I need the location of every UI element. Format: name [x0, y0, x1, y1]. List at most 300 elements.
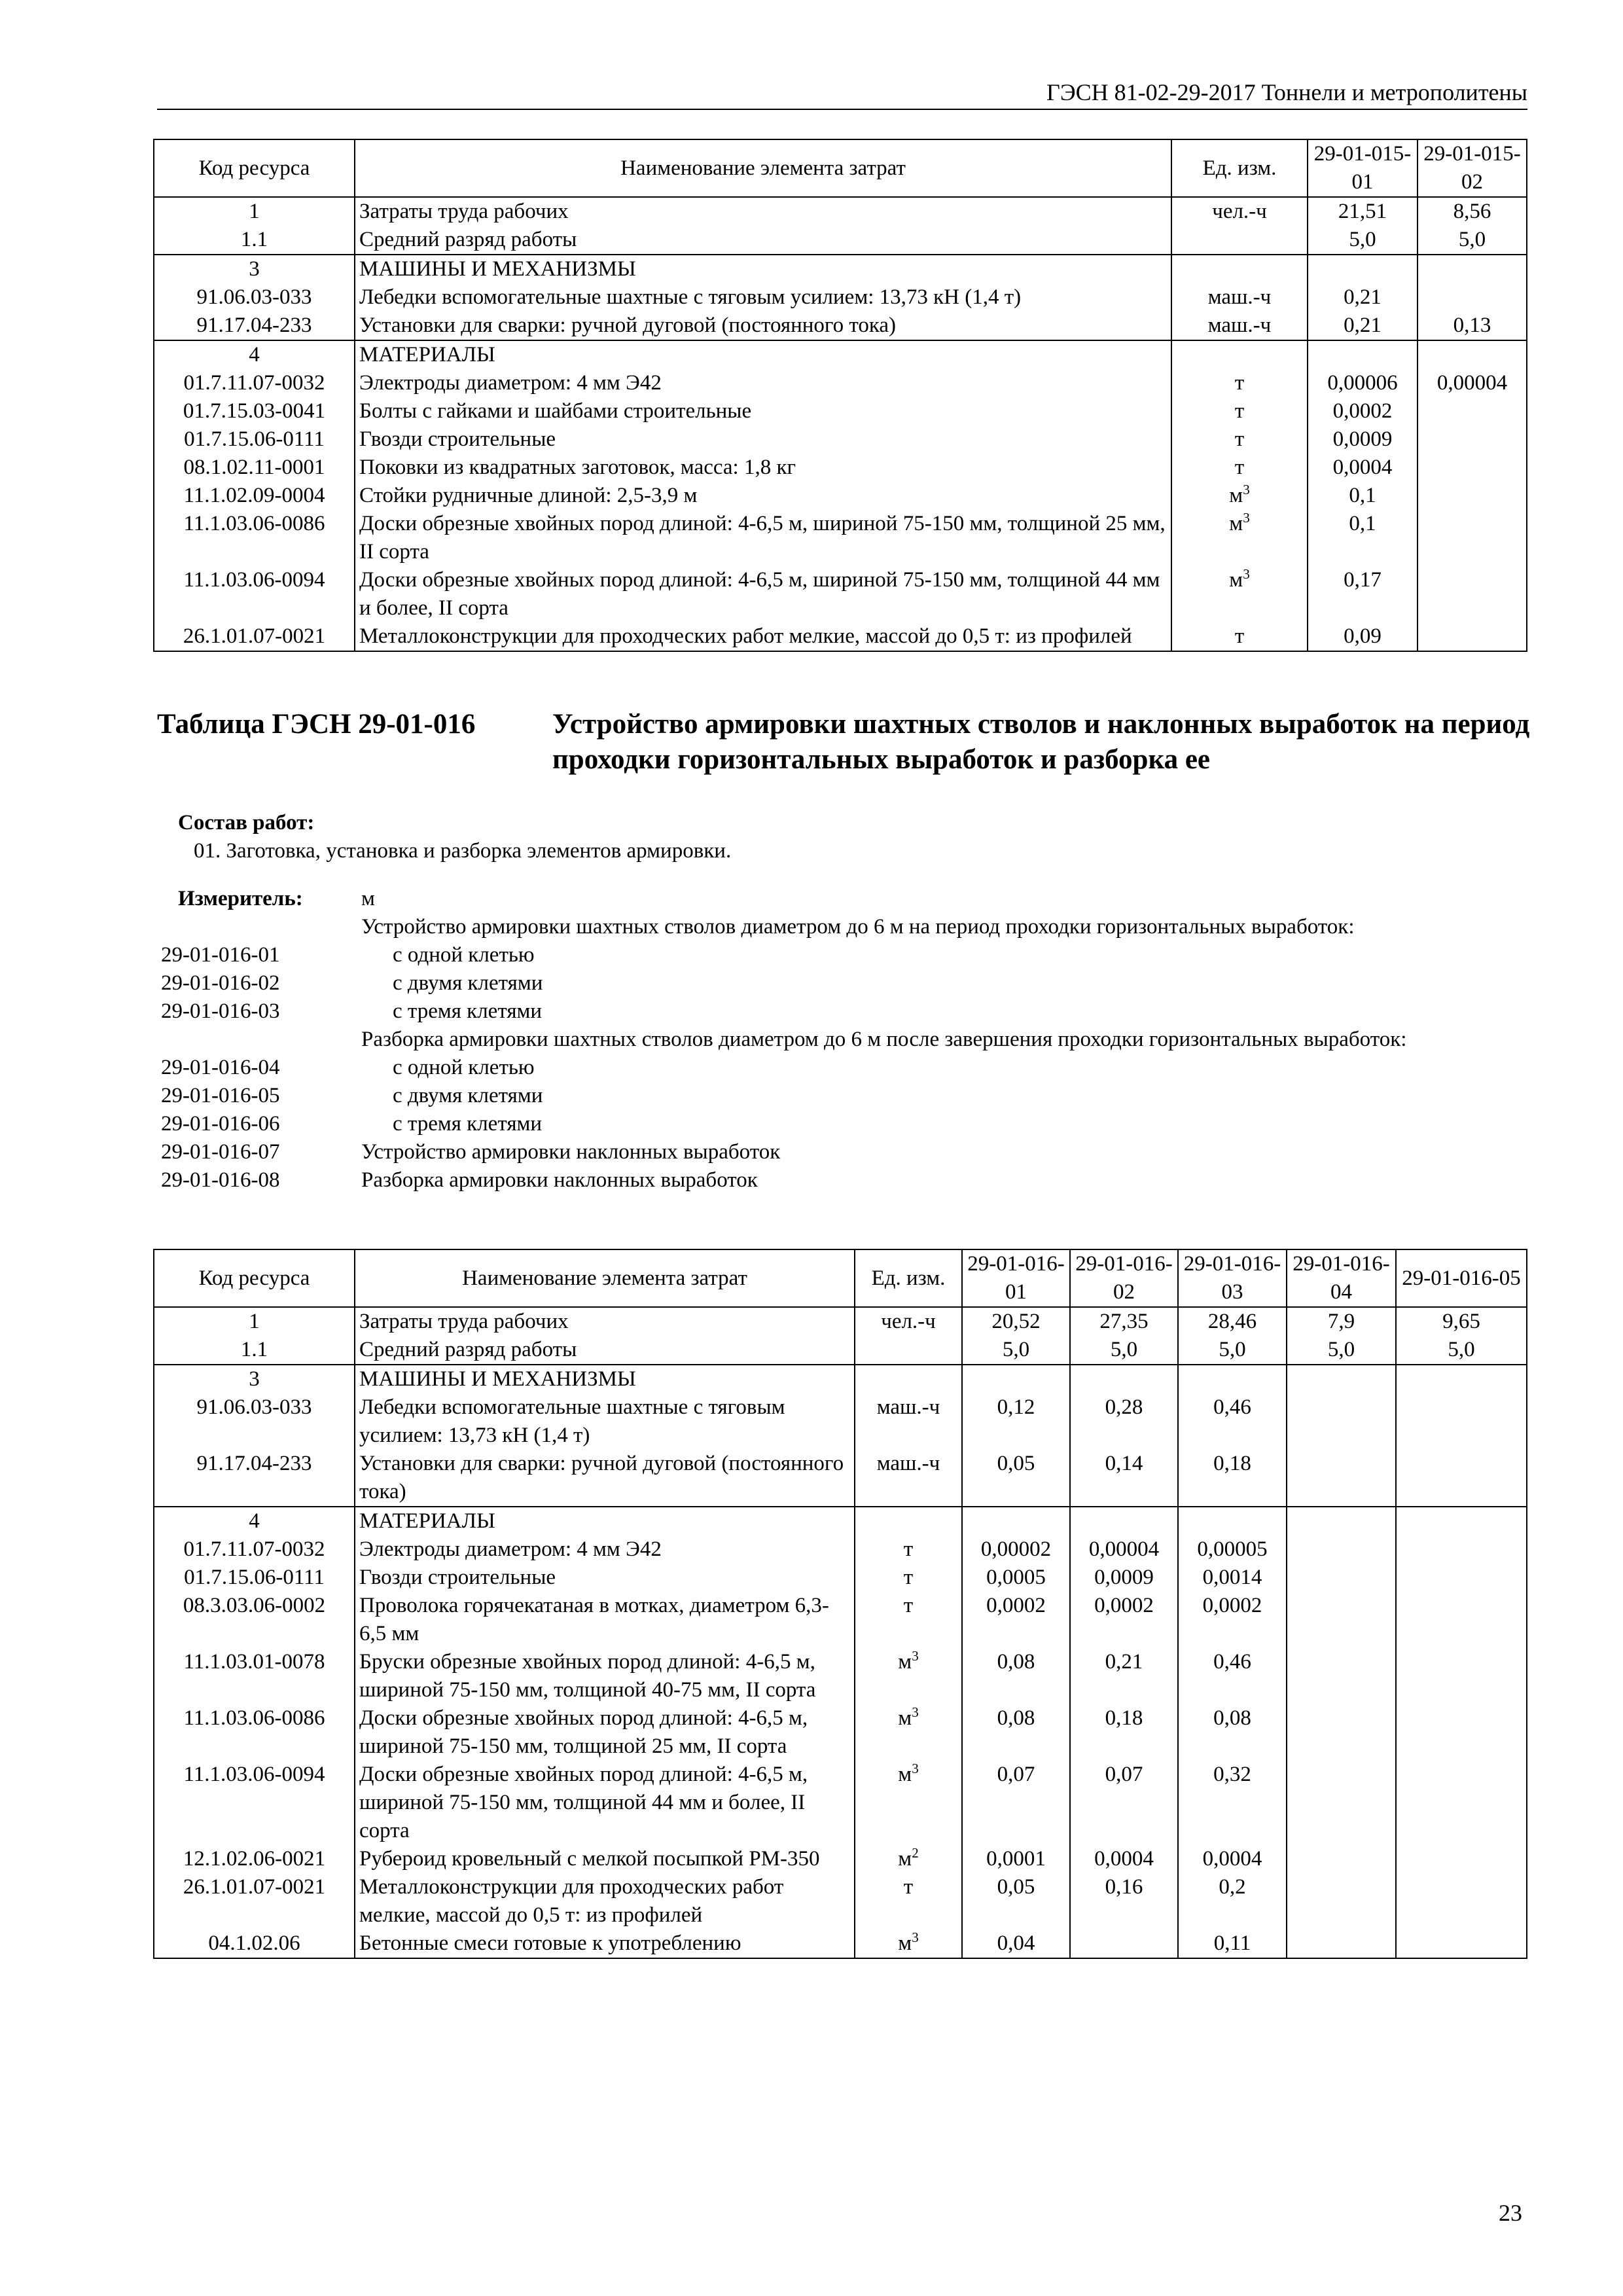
- unit-text: т: [903, 1566, 914, 1589]
- table-row: [154, 1535, 1527, 1564]
- header-col: 29-01-016-03: [1178, 1249, 1287, 1307]
- resource-value: 21,51: [1308, 197, 1418, 226]
- resource-unit: [855, 1336, 962, 1365]
- unit-text: маш.-ч: [876, 1452, 940, 1475]
- resource-value: 0,0004: [1070, 1845, 1178, 1873]
- table-row: [154, 312, 1527, 340]
- resource-value: 0,0001: [962, 1845, 1070, 1873]
- resource-unit: [1171, 255, 1308, 283]
- resource-value: 0,00005: [1178, 1535, 1287, 1564]
- table-row: [154, 283, 1527, 312]
- resource-code: 08.1.02.11-0001: [154, 454, 355, 482]
- table-row: [154, 482, 1527, 510]
- unit-text: т: [1234, 456, 1245, 479]
- resource-unit: [1171, 369, 1308, 397]
- resource-value: [1178, 1365, 1287, 1393]
- resource-unit: [855, 1564, 962, 1592]
- resource-name: МАШИНЫ И МЕХАНИЗМЫ: [355, 255, 1171, 283]
- resource-unit: [1171, 510, 1308, 566]
- unit-exponent: 3: [912, 1929, 919, 1945]
- resource-name: Металлоконструкции для проходческих работ мелкие, массой до 0,5 т: из профилей: [355, 622, 1171, 651]
- resource-value: 27,35: [1070, 1307, 1178, 1336]
- resource-value: 0,07: [1070, 1761, 1178, 1845]
- resource-value: [1418, 255, 1527, 283]
- item-text: с двумя клетями: [393, 1084, 543, 1107]
- unit-text: м: [898, 1650, 912, 1674]
- resource-name: Доски обрезные хвойных пород длиной: 4-6,5 м, шириной 75-150 мм, толщиной 44 мм и более, II сорта: [355, 1761, 855, 1845]
- header-code: Код ресурса: [154, 1249, 355, 1307]
- resource-code: 4: [154, 340, 355, 369]
- resource-value: 0,0014: [1178, 1564, 1287, 1592]
- table-row: [154, 1393, 1527, 1450]
- header-col: 29-01-016-05: [1396, 1249, 1527, 1307]
- resource-value: 0,18: [1178, 1450, 1287, 1507]
- resource-value: 8,56: [1418, 197, 1527, 226]
- resource-value: 0,0002: [962, 1592, 1070, 1648]
- resource-value: 0,16: [1070, 1873, 1178, 1929]
- resource-value: [1070, 1365, 1178, 1393]
- resource-value: 5,0: [1308, 226, 1418, 255]
- resource-value: 0,04: [962, 1929, 1070, 1958]
- resource-value: 0,08: [962, 1704, 1070, 1761]
- resource-unit: [1171, 454, 1308, 482]
- resource-unit: [855, 1929, 962, 1958]
- resource-name: Средний разряд работы: [355, 226, 1171, 255]
- resource-value: 0,0002: [1308, 397, 1418, 425]
- resource-code: 91.17.04-233: [154, 312, 355, 340]
- resource-code: 12.1.02.06-0021: [154, 1845, 355, 1873]
- resource-value: 0,21: [1308, 283, 1418, 312]
- unit-text: т: [903, 1594, 914, 1617]
- resource-value: 0,18: [1070, 1704, 1178, 1761]
- table-row: [154, 622, 1527, 651]
- resource-value: [1396, 1564, 1527, 1592]
- resource-value: 0,13: [1418, 312, 1527, 340]
- resource-name: Затраты труда рабочих: [355, 197, 1171, 226]
- table-row: [154, 226, 1527, 255]
- unit-text: м: [1229, 512, 1243, 535]
- resource-value: 0,32: [1178, 1761, 1287, 1845]
- measure-item: [161, 1166, 1535, 1194]
- resource-name: Доски обрезные хвойных пород длиной: 4-6,5 м, шириной 75-150 мм, толщиной 25 мм, II сорта: [355, 510, 1171, 566]
- resource-value: [1418, 425, 1527, 454]
- measure-label: Измеритель:: [178, 887, 303, 910]
- item-code: 29-01-016-01: [161, 943, 280, 967]
- table-row: [154, 197, 1527, 226]
- resource-name: Стойки рудничные длиной: 2,5-3,9 м: [355, 482, 1171, 510]
- resource-value: [1396, 1761, 1527, 1845]
- unit-text: т: [1234, 399, 1245, 423]
- resource-name: Доски обрезные хвойных пород длиной: 4-6,5 м, шириной 75-150 мм, толщиной 25 мм, II сорта: [355, 1704, 855, 1761]
- resource-value: [1287, 1365, 1396, 1393]
- unit-exponent: 3: [1243, 510, 1250, 526]
- resource-name: Затраты труда рабочих: [355, 1307, 855, 1336]
- header-col: 29-01-016-01: [962, 1249, 1070, 1307]
- item-text: Разборка армировки наклонных выработок: [361, 1168, 758, 1192]
- measure-unit: м: [361, 887, 375, 910]
- resource-value: [1418, 397, 1527, 425]
- resource-value: 0,0004: [1178, 1845, 1287, 1873]
- resource-name: Бруски обрезные хвойных пород длиной: 4-6,5 м, шириной 75-150 мм, толщиной 40-75 мм, II сорта: [355, 1648, 855, 1704]
- table-row: [154, 1929, 1527, 1958]
- table-row: [154, 1450, 1527, 1507]
- unit-exponent: 3: [1243, 482, 1250, 497]
- resource-value: [1396, 1704, 1527, 1761]
- resource-value: 0,1: [1308, 510, 1418, 566]
- resource-unit: [855, 1592, 962, 1648]
- measure-item: [161, 1082, 1535, 1110]
- resource-code: 01.7.15.06-0111: [154, 425, 355, 454]
- resource-name: Электроды диаметром: 4 мм Э42: [355, 369, 1171, 397]
- resource-code: 11.1.03.06-0094: [154, 1761, 355, 1845]
- resource-value: [1178, 1507, 1287, 1535]
- unit-text: чел.-ч: [881, 1310, 936, 1333]
- resource-code: 3: [154, 255, 355, 283]
- resource-unit: [855, 1393, 962, 1450]
- page-header: [157, 73, 1527, 110]
- resource-name: МАШИНЫ И МЕХАНИЗМЫ: [355, 1365, 855, 1393]
- resource-value: 0,46: [1178, 1393, 1287, 1450]
- unit-exponent: 3: [1243, 566, 1250, 582]
- resource-value: 0,0002: [1070, 1592, 1178, 1648]
- table-title: Устройство армировки шахтных стволов и наклонных выработок на период проходки горизонтальных выработок и разборка ее: [552, 709, 1530, 775]
- resource-unit: [855, 1365, 962, 1393]
- resource-name: Установки для сварки: ручной дуговой (постоянного тока): [355, 312, 1171, 340]
- resource-unit: [1171, 312, 1308, 340]
- table-row: [154, 454, 1527, 482]
- measure-items: [161, 913, 1535, 1194]
- resource-value: 7,9: [1287, 1307, 1396, 1336]
- resource-value: [1396, 1365, 1527, 1393]
- resource-code: 11.1.03.01-0078: [154, 1648, 355, 1704]
- unit-text: т: [903, 1875, 914, 1899]
- resource-code: 11.1.03.06-0086: [154, 1704, 355, 1761]
- resource-code: 04.1.02.06: [154, 1929, 355, 1958]
- item-code: 29-01-016-06: [161, 1112, 280, 1136]
- resource-value: 0,14: [1070, 1450, 1178, 1507]
- table-row: [154, 1365, 1527, 1393]
- table-row: [154, 397, 1527, 425]
- resource-code: 91.17.04-233: [154, 1450, 355, 1507]
- resource-code: 26.1.01.07-0021: [154, 622, 355, 651]
- header-col: 29-01-015-01: [1308, 139, 1418, 197]
- resource-unit: [855, 1450, 962, 1507]
- unit-text: м: [1229, 484, 1243, 507]
- table-row: [154, 510, 1527, 566]
- unit-exponent: 3: [912, 1704, 919, 1720]
- resource-value: 28,46: [1178, 1307, 1287, 1336]
- resource-unit: [855, 1704, 962, 1761]
- item-text: с двумя клетями: [393, 971, 543, 995]
- resource-name: Средний разряд работы: [355, 1336, 855, 1365]
- unit-text: м: [898, 1763, 912, 1786]
- resource-value: 0,08: [1178, 1704, 1287, 1761]
- table-row: [154, 340, 1527, 369]
- resource-value: 0,2: [1178, 1873, 1287, 1929]
- item-text: с одной клетью: [393, 943, 535, 967]
- resource-code: 08.3.03.06-0002: [154, 1592, 355, 1648]
- resource-value: [1418, 454, 1527, 482]
- table-row: [154, 1592, 1527, 1648]
- resource-code: 11.1.03.06-0086: [154, 510, 355, 566]
- resource-unit: [855, 1873, 962, 1929]
- item-code: 29-01-016-02: [161, 971, 280, 995]
- measure-item: [161, 1026, 1535, 1054]
- resource-value: 5,0: [1178, 1336, 1287, 1365]
- resource-name: Гвозди строительные: [355, 1564, 855, 1592]
- table-row: [154, 255, 1527, 283]
- resource-value: 0,0009: [1308, 425, 1418, 454]
- resource-code: 01.7.11.07-0032: [154, 1535, 355, 1564]
- resource-value: [1396, 1450, 1527, 1507]
- work-heading: Состав работ:: [178, 811, 315, 834]
- resource-value: 0,05: [962, 1450, 1070, 1507]
- resource-table-1: [153, 139, 1527, 652]
- item-text: с тремя клетями: [393, 999, 543, 1023]
- resource-unit: [1171, 197, 1308, 226]
- resource-value: [1418, 482, 1527, 510]
- resource-unit: [1171, 566, 1308, 622]
- resource-value: [1287, 1564, 1396, 1592]
- resource-code: 1: [154, 1307, 355, 1336]
- header-name: Наименование элемента затрат: [355, 139, 1171, 197]
- unit-text: т: [1234, 624, 1245, 648]
- resource-name: Металлоконструкции для проходческих работ мелкие, массой до 0,5 т: из профилей: [355, 1873, 855, 1929]
- header-name: Наименование элемента затрат: [355, 1249, 855, 1307]
- resource-value: 0,00006: [1308, 369, 1418, 397]
- resource-value: 5,0: [962, 1336, 1070, 1365]
- resource-name: Поковки из квадратных заготовок, масса: 1,8 кг: [355, 454, 1171, 482]
- header-unit: Ед. изм.: [855, 1249, 962, 1307]
- work-item: 01. Заготовка, установка и разборка элементов армировки.: [194, 839, 732, 863]
- unit-text: м: [1229, 568, 1243, 592]
- resource-value: 0,46: [1178, 1648, 1287, 1704]
- table-row: [154, 1507, 1527, 1535]
- table-row: [154, 1845, 1527, 1873]
- header-title: ГЭСН 81-02-29-2017 Тоннели и метрополитены: [1046, 79, 1527, 105]
- header-unit: Ед. изм.: [1171, 139, 1308, 197]
- resource-name: Лебедки вспомогательные шахтные с тяговым усилием: 13,73 кН (1,4 т): [355, 283, 1171, 312]
- measure-item: [161, 997, 1535, 1026]
- resource-code: 01.7.11.07-0032: [154, 369, 355, 397]
- resource-value: 0,07: [962, 1761, 1070, 1845]
- resource-code: 1.1: [154, 1336, 355, 1365]
- resource-value: 5,0: [1418, 226, 1527, 255]
- resource-name: Гвозди строительные: [355, 425, 1171, 454]
- resource-value: [1396, 1648, 1527, 1704]
- unit-text: маш.-ч: [1207, 314, 1272, 337]
- resource-code: 1.1: [154, 226, 355, 255]
- resource-value: [1418, 283, 1527, 312]
- resource-value: 5,0: [1070, 1336, 1178, 1365]
- resource-value: [1396, 1845, 1527, 1873]
- unit-text: м: [898, 1706, 912, 1730]
- resource-value: [1287, 1704, 1396, 1761]
- resource-value: 0,12: [962, 1393, 1070, 1450]
- resource-value: [1396, 1393, 1527, 1450]
- item-text: Устройство армировки шахтных стволов диаметром до 6 м на период проходки горизонтальных выработок:: [361, 915, 1355, 939]
- resource-value: 0,17: [1308, 566, 1418, 622]
- unit-text: т: [1234, 371, 1245, 395]
- resource-value: 5,0: [1287, 1336, 1396, 1365]
- table-row: [154, 1564, 1527, 1592]
- resource-value: 0,08: [962, 1648, 1070, 1704]
- table-row: [154, 1648, 1527, 1704]
- resource-value: 0,11: [1178, 1929, 1287, 1958]
- resource-value: [1287, 1929, 1396, 1958]
- resource-value: [1418, 566, 1527, 622]
- resource-unit: [1171, 397, 1308, 425]
- item-code: 29-01-016-04: [161, 1056, 280, 1079]
- measure-item: [161, 1138, 1535, 1166]
- resource-value: [1287, 1648, 1396, 1704]
- resource-value: [962, 1365, 1070, 1393]
- unit-text: маш.-ч: [876, 1395, 940, 1419]
- table-row: [154, 1336, 1527, 1365]
- item-code: [161, 913, 361, 941]
- resource-value: [1287, 1507, 1396, 1535]
- table-row: [154, 369, 1527, 397]
- unit-text: чел.-ч: [1212, 200, 1267, 223]
- resource-name: Болты с гайками и шайбами строительные: [355, 397, 1171, 425]
- resource-code: 4: [154, 1507, 355, 1535]
- unit-exponent: 2: [912, 1845, 919, 1861]
- measure-item: [161, 1054, 1535, 1082]
- unit-text: маш.-ч: [1207, 285, 1272, 309]
- resource-value: [1287, 1393, 1396, 1450]
- unit-text: т: [1234, 427, 1245, 451]
- item-text: с тремя клетями: [393, 1112, 543, 1136]
- resource-unit: [1171, 425, 1308, 454]
- resource-value: [1287, 1535, 1396, 1564]
- item-code: [161, 1026, 361, 1054]
- table-row: [154, 425, 1527, 454]
- resource-name: Лебедки вспомогательные шахтные с тяговым усилием: 13,73 кН (1,4 т): [355, 1393, 855, 1450]
- resource-unit: [855, 1648, 962, 1704]
- resource-unit: [1171, 283, 1308, 312]
- resource-name: Рубероид кровельный с мелкой посыпкой РМ-350: [355, 1845, 855, 1873]
- measure-item: [161, 969, 1535, 997]
- resource-value: [1070, 1507, 1178, 1535]
- resource-value: 0,00004: [1070, 1535, 1178, 1564]
- resource-table-2: [153, 1249, 1527, 1959]
- resource-name: Электроды диаметром: 4 мм Э42: [355, 1535, 855, 1564]
- resource-unit: [855, 1307, 962, 1336]
- resource-value: [1396, 1507, 1527, 1535]
- resource-value: 0,21: [1308, 312, 1418, 340]
- page-number: 23: [1499, 2200, 1522, 2226]
- resource-unit: [855, 1535, 962, 1564]
- resource-value: 0,0004: [1308, 454, 1418, 482]
- resource-code: 11.1.03.06-0094: [154, 566, 355, 622]
- resource-value: 0,0002: [1178, 1592, 1287, 1648]
- item-code: 29-01-016-08: [161, 1168, 280, 1192]
- resource-value: 20,52: [962, 1307, 1070, 1336]
- item-text: Разборка армировки шахтных стволов диаметром до 6 м после завершения проходки горизонтальных выработок:: [361, 1028, 1407, 1051]
- resource-value: [1396, 1929, 1527, 1958]
- resource-value: [1418, 510, 1527, 566]
- table-label: Таблица ГЭСН 29-01-016: [157, 709, 476, 740]
- header-col: 29-01-016-04: [1287, 1249, 1396, 1307]
- header-col: 29-01-015-02: [1418, 139, 1527, 197]
- resource-value: [1396, 1535, 1527, 1564]
- unit-text: м: [898, 1931, 912, 1955]
- header-col: 29-01-016-02: [1070, 1249, 1178, 1307]
- resource-value: 0,0005: [962, 1564, 1070, 1592]
- resource-name: МАТЕРИАЛЫ: [355, 340, 1171, 369]
- resource-value: [1287, 1845, 1396, 1873]
- item-code: 29-01-016-05: [161, 1084, 280, 1107]
- item-text: с одной клетью: [393, 1056, 535, 1079]
- unit-text: т: [903, 1537, 914, 1561]
- resource-name: Доски обрезные хвойных пород длиной: 4-6,5 м, шириной 75-150 мм, толщиной 44 мм и более, II сорта: [355, 566, 1171, 622]
- resource-code: 91.06.03-033: [154, 1393, 355, 1450]
- table-row: [154, 1761, 1527, 1845]
- resource-value: 5,0: [1396, 1336, 1527, 1365]
- resource-value: 9,65: [1396, 1307, 1527, 1336]
- measure-item: [161, 941, 1535, 969]
- item-code: 29-01-016-07: [161, 1140, 280, 1164]
- resource-value: [1418, 340, 1527, 369]
- resource-unit: [855, 1845, 962, 1873]
- resource-code: 01.7.15.03-0041: [154, 397, 355, 425]
- resource-value: 0,1: [1308, 482, 1418, 510]
- resource-unit: [855, 1507, 962, 1535]
- resource-value: [1287, 1761, 1396, 1845]
- resource-unit: [855, 1761, 962, 1845]
- unit-exponent: 3: [912, 1648, 919, 1664]
- table-row: [154, 1704, 1527, 1761]
- resource-value: [1308, 255, 1418, 283]
- resource-unit: [1171, 482, 1308, 510]
- resource-value: 0,21: [1070, 1648, 1178, 1704]
- header-code: Код ресурса: [154, 139, 355, 197]
- resource-value: [962, 1507, 1070, 1535]
- table-row: [154, 1873, 1527, 1929]
- resource-code: 11.1.02.09-0004: [154, 482, 355, 510]
- item-code: 29-01-016-03: [161, 999, 280, 1023]
- resource-code: 3: [154, 1365, 355, 1393]
- resource-code: 01.7.15.06-0111: [154, 1564, 355, 1592]
- resource-code: 1: [154, 197, 355, 226]
- table-row: [154, 1307, 1527, 1336]
- resource-value: [1287, 1450, 1396, 1507]
- resource-name: Установки для сварки: ручной дуговой (постоянного тока): [355, 1450, 855, 1507]
- resource-value: [1396, 1873, 1527, 1929]
- table-row: [154, 566, 1527, 622]
- measure-item: [161, 913, 1535, 941]
- resource-name: Проволока горячекатаная в мотках, диаметром 6,3-6,5 мм: [355, 1592, 855, 1648]
- resource-unit: [1171, 622, 1308, 651]
- resource-unit: [1171, 226, 1308, 255]
- resource-name: Бетонные смеси готовые к употреблению: [355, 1929, 855, 1958]
- resource-value: 0,0009: [1070, 1564, 1178, 1592]
- resource-value: 0,00004: [1418, 369, 1527, 397]
- resource-value: [1070, 1929, 1178, 1958]
- resource-value: [1396, 1592, 1527, 1648]
- measure-item: [161, 1110, 1535, 1138]
- resource-name: МАТЕРИАЛЫ: [355, 1507, 855, 1535]
- resource-value: 0,28: [1070, 1393, 1178, 1450]
- resource-value: [1418, 622, 1527, 651]
- resource-value: 0,09: [1308, 622, 1418, 651]
- resource-code: 91.06.03-033: [154, 283, 355, 312]
- unit-exponent: 3: [912, 1761, 919, 1776]
- item-text: Устройство армировки наклонных выработок: [361, 1140, 781, 1164]
- unit-text: м: [898, 1847, 912, 1871]
- resource-value: [1287, 1873, 1396, 1929]
- resource-value: [1308, 340, 1418, 369]
